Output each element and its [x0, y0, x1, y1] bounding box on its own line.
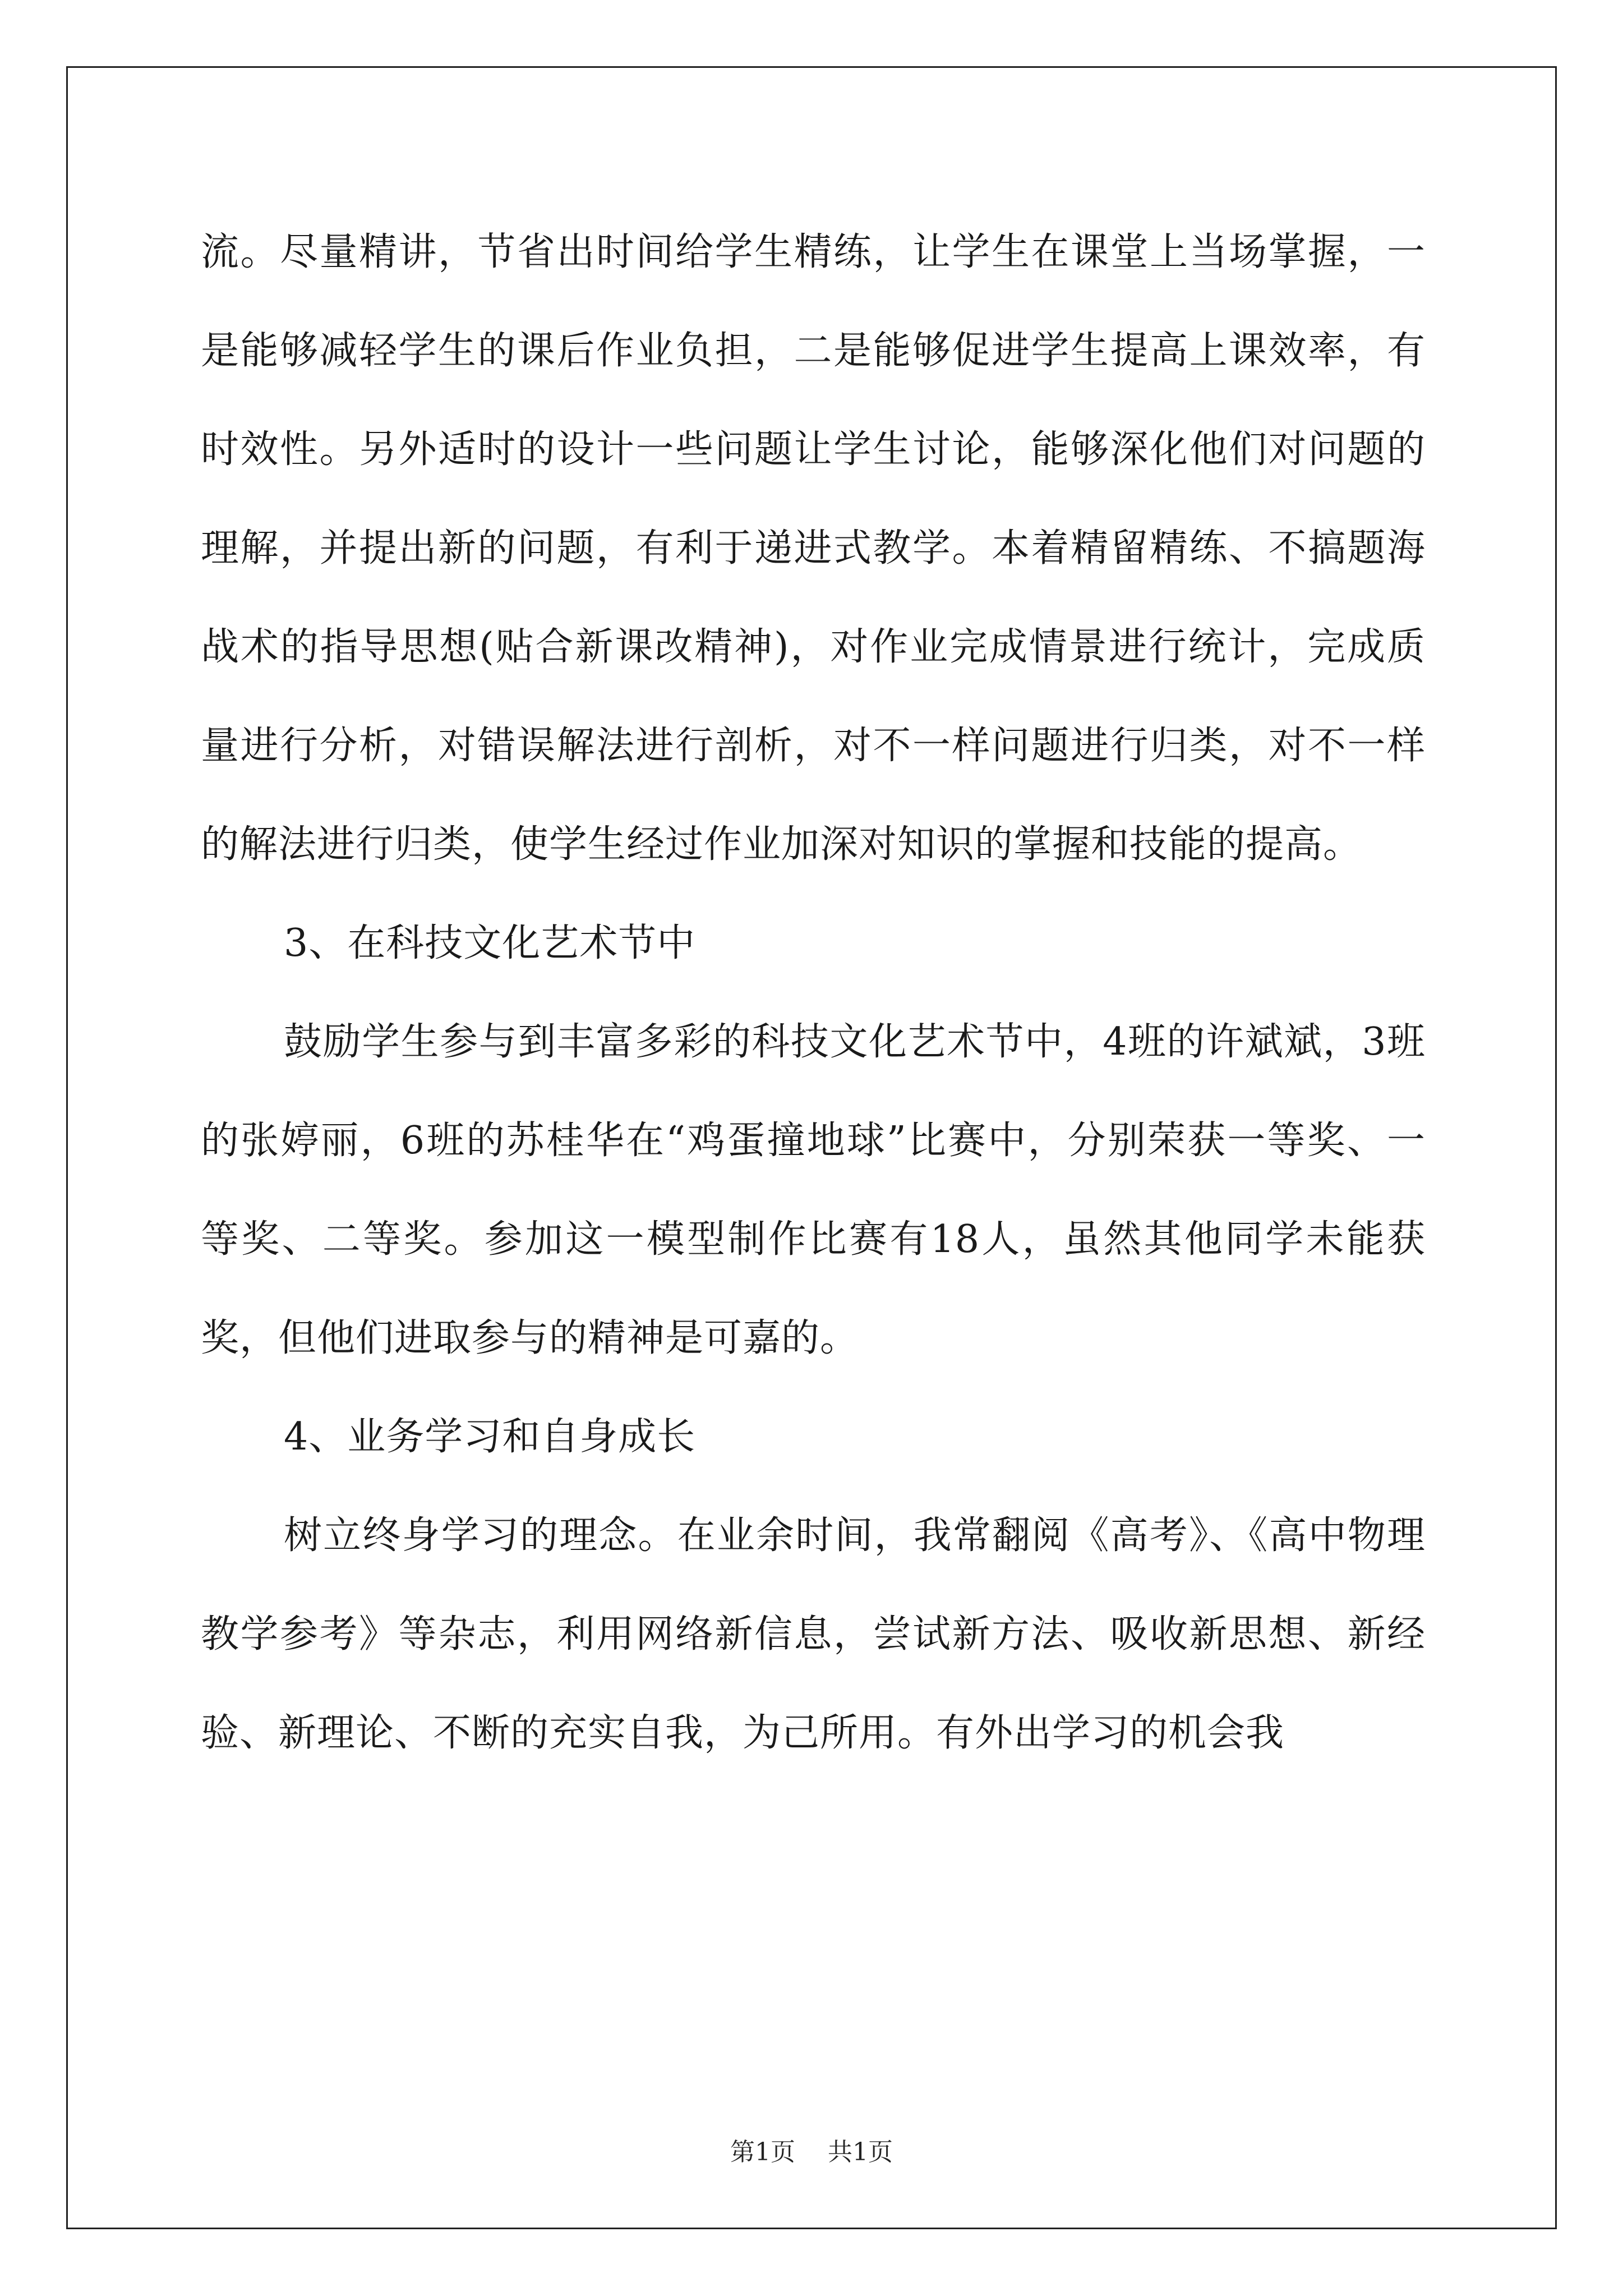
page-number-current: 第1页 — [730, 2138, 795, 2166]
page-number-total: 共1页 — [828, 2138, 893, 2166]
paragraph-science-festival: 鼓励学生参与到丰富多彩的科技文化艺术节中，4班的许斌斌，3班的张婷丽，6班的苏桂华在“鸡蛋撞地球”比赛中，分别荣获一等奖、一等奖、二等奖。参加这一模型制作比赛有18人，虽然其他同学未能获奖，但他们进取参与的精神是可嘉的。 — [201, 1020, 1426, 1360]
document-body — [201, 203, 1426, 1783]
paragraph-professional-learning: 树立终身学习的理念。在业余时间，我常翻阅《高考》、《高中物理教学参考》等杂志，利用网络新信息，尝试新方法、吸收新思想、新经验、新理论、不断的充实自我，为己所用。有外出学习的机会我 — [201, 1513, 1426, 1755]
section-heading-3: 3、在科技文化艺术节中 — [284, 921, 696, 965]
section-heading-4: 4、业务学习和自身成长 — [284, 1415, 696, 1459]
page-footer — [0, 2132, 1623, 2168]
paragraph-teaching-method: 流。尽量精讲，节省出时间给学生精练，让学生在课堂上当场掌握，一是能够减轻学生的课后作业负担，二是能够促进学生提高上课效率，有时效性。另外适时的设计一些问题让学生讨论，能够深化他们对问题的理解，并提出新的问题，有利于递进式教学。本着精留精练、不搞题海战术的指导思想(贴合新课改精神)，对作业完成情景进行统计，完成质量进行分析，对错误解法进行剖析，对不一样问题进行归类，对不一样的解法进行归类，使学生经过作业加深对知识的掌握和技能的提高。 — [201, 230, 1426, 867]
